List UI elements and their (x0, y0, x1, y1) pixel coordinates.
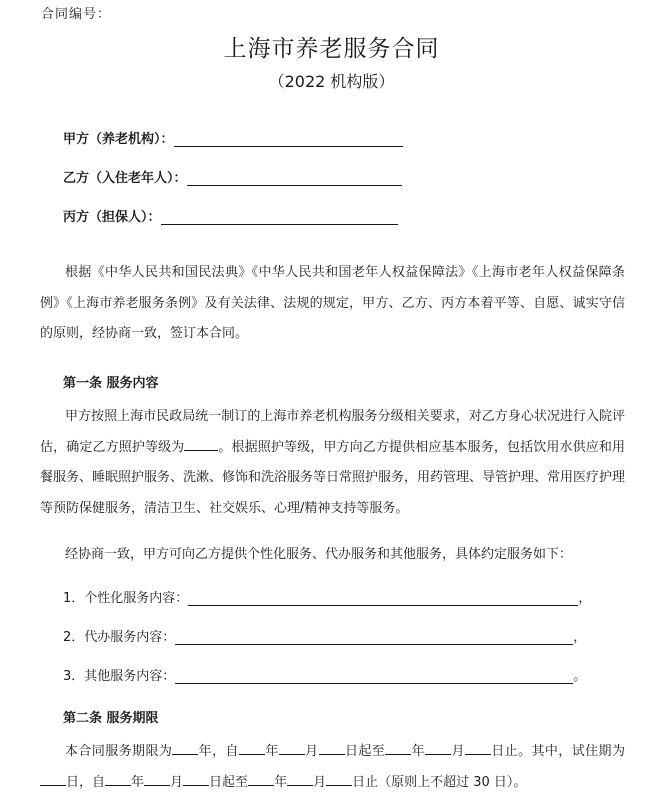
care-level-field[interactable] (184, 436, 218, 451)
contract-number-label: 合同编号： (41, 7, 112, 22)
start-month-field[interactable] (279, 740, 305, 755)
service-item-2-end: ， (573, 630, 587, 645)
article-1-paragraph-1 (40, 402, 625, 524)
term-text-8: 日止。其中，试住期为 (490, 744, 625, 759)
start-day-field[interactable] (319, 740, 345, 755)
term-text-12: 日起至 (209, 774, 249, 790)
start-year-field[interactable] (239, 740, 265, 755)
article-1-paragraph-2: 经协商一致，甲方可向乙方提供个性化服务、代办服务和其他服务，具体约定服务如下： (65, 547, 573, 562)
term-text-10: 年 (131, 774, 145, 790)
term-text-1: 本合同服务期限为 (65, 744, 173, 759)
trial-end-month-field[interactable] (287, 771, 313, 786)
other-service-field[interactable] (175, 669, 573, 684)
article-1-text-b: 。根据照护等级，甲方向乙方提供相应基本服务，包括饮用水供应和用餐服务、睡眠照护服务、洗漱、修饰和洗浴服务等日常照护服务，用药管理、导管护理、常用医疗护理等预防保健服务，清洁卫生、社交娱乐、心理/精神支持等服务。 (40, 439, 626, 516)
preamble-paragraph: 根据《中华人民共和国民法典》《中华人民共和国老年人权益保障法》《上海市老年人权益保障条例》《上海市养老服务条例》及有关法律、法规的规定，甲方、乙方、丙方本着平等、自愿、诚实守信的原则，经协商一致，签订本合同。 (40, 265, 625, 341)
party-b-label: 乙方（入住老年人）： (63, 171, 187, 186)
party-b-row (63, 167, 402, 186)
article-1-heading: 第一条 服务内容 (63, 376, 159, 391)
party-a-field[interactable] (174, 132, 403, 147)
term-text-5: 日起至 (344, 744, 386, 759)
party-c-row (63, 206, 398, 225)
end-day-field[interactable] (465, 740, 491, 755)
term-text-6: 年 (411, 744, 426, 759)
service-item-2 (63, 626, 586, 645)
term-text-7: 月 (451, 744, 465, 759)
term-text-4: 月 (304, 744, 319, 759)
contract-subtitle: （2022 机构版） (268, 72, 395, 91)
term-text-13: 年 (274, 774, 288, 790)
party-c-label: 丙方（担保人）： (63, 210, 161, 225)
service-item-3 (63, 665, 586, 684)
service-item-3-label: 3．其他服务内容： (63, 669, 176, 684)
party-b-field[interactable] (187, 171, 402, 186)
service-item-1 (63, 587, 591, 606)
trial-start-month-field[interactable] (144, 771, 170, 786)
term-text-14: 月 (313, 774, 327, 790)
term-text-3: 年 (264, 744, 279, 759)
trial-end-day-field[interactable] (326, 771, 352, 786)
trial-start-year-field[interactable] (105, 771, 131, 786)
article-2-paragraph (40, 737, 625, 798)
service-item-2-label: 2．代办服务内容： (63, 630, 176, 645)
end-year-field[interactable] (385, 740, 411, 755)
party-a-row (63, 128, 403, 147)
service-item-3-end: 。 (573, 669, 587, 684)
trial-start-day-field[interactable] (183, 771, 209, 786)
term-text-2: 年，自 (198, 744, 239, 759)
service-item-1-label: 1．个性化服务内容： (63, 591, 189, 606)
personalized-service-field[interactable] (188, 591, 578, 606)
party-c-field[interactable] (161, 210, 398, 225)
trial-days-field[interactable] (40, 771, 66, 786)
agency-service-field[interactable] (175, 630, 573, 645)
end-month-field[interactable] (425, 740, 451, 755)
term-text-9: 日，自 (66, 774, 106, 790)
article-2-heading: 第二条 服务期限 (63, 711, 159, 726)
party-a-label: 甲方（养老机构）： (63, 132, 174, 147)
term-text-11: 月 (170, 774, 184, 790)
article-1-text-a: 甲方按照上海市民政局统一制订的上海市养老机构服务分级相关要求，对乙方身心状况进行入院评估，确定乙方照护等级为 (40, 409, 625, 455)
term-years-field[interactable] (172, 740, 198, 755)
contract-title: 上海市养老服务合同 (223, 36, 440, 62)
term-text-15: 日止（原则上不超过 30 日）。 (352, 774, 527, 790)
trial-end-year-field[interactable] (248, 771, 274, 786)
service-item-1-end: ， (578, 591, 592, 606)
